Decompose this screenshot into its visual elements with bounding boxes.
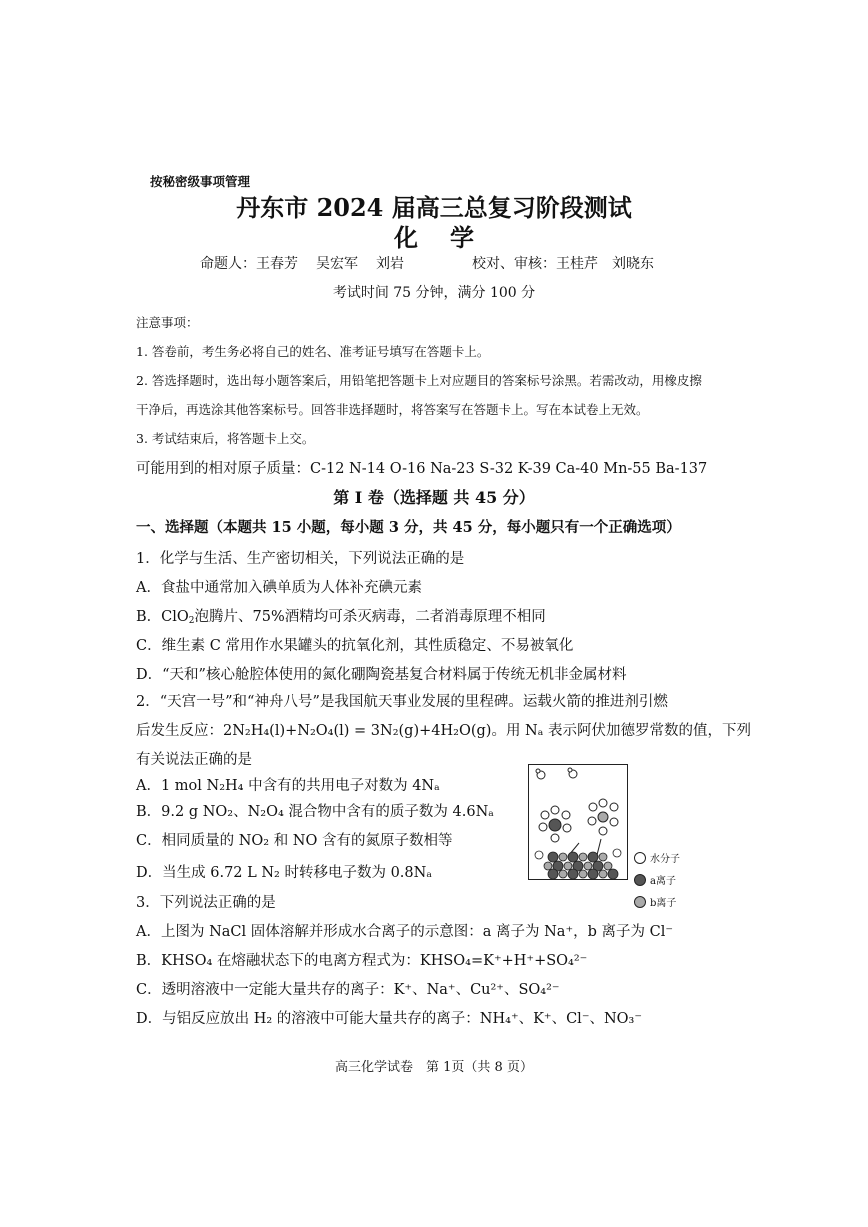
legend-water-label: 水分子: [650, 854, 680, 865]
option-d: D．当生成 6.72 L N₂ 时转移电子数为 0.8Nₐ: [136, 865, 432, 881]
option-a: A．上图为 NaCl 固体溶解并形成水合离子的示意图：a 离子为 Na⁺，b 离子为 Cl⁻: [136, 924, 673, 940]
question-stem: 3．下列说法正确的是: [136, 895, 276, 911]
section-title: 第 Ⅰ 卷（选择题 共 45 分）: [333, 488, 535, 507]
option-a: A．1 mol N₂H₄ 中含有的共用电子对数为 4Nₐ: [136, 778, 440, 794]
option-d: D．“天和”核心舱腔体使用的氮化硼陶瓷基复合材料属于传统无机非金属材料: [136, 667, 627, 683]
author-name: 刘岩: [376, 256, 404, 272]
option-b: B．KHSO₄ 在熔融状态下的电离方程式为：KHSO₄=K⁺+H⁺+SO₄²⁻: [136, 953, 588, 969]
hydration-diagram: [528, 764, 628, 880]
checkers-line: [472, 253, 668, 273]
option-b: [136, 605, 546, 626]
checkers-label: 校对、审核：: [472, 256, 556, 272]
legend-b-label: b离子: [650, 898, 677, 909]
notes-heading: 注意事项：: [136, 315, 199, 330]
water-molecule-icon: [634, 852, 646, 864]
exam-info: 考试时间 75 分钟，满分 100 分: [332, 285, 536, 301]
option-b: B．9.2 g NO₂、N₂O₄ 混合物中含有的质子数为 4.6Nₐ: [136, 804, 494, 820]
secrecy-label: 按秘密级事项管理: [150, 174, 251, 189]
subscript: 2: [188, 616, 195, 626]
exam-title: 丹东市 2024 届高三总复习阶段测试: [236, 193, 632, 222]
legend-water: [634, 850, 680, 865]
option-d: D．与铝反应放出 H₂ 的溶液中可能大量共存的离子：NH₄⁺、K⁺、Cl⁻、NO₃⁻: [136, 1011, 643, 1027]
author-name: 吴宏军: [316, 256, 358, 272]
checker-name: 刘晓东: [612, 256, 654, 272]
question-stem: 后发生反应：2N₂H₄(l)+N₂O₄(l) = 3N₂(g)+4H₂O(g)。用 Nₐ 表示阿伏加德罗常数的值，下列: [136, 723, 751, 739]
hydration-diagram-svg: [529, 765, 627, 879]
question-stem: 1．化学与生活、生产密切相关，下列说法正确的是: [136, 551, 465, 567]
legend-a: [634, 872, 676, 887]
authors-line: [200, 253, 422, 273]
authors-label: 命题人：: [200, 256, 256, 272]
note-item: 3. 考试结束后，将答题卡上交。: [136, 431, 315, 446]
legend-b: [634, 894, 676, 909]
a-ion-icon: [634, 874, 646, 886]
page-footer: 高三化学试卷 第 1页（共 8 页）: [335, 1060, 533, 1075]
checker-name: 王桂芹: [556, 256, 598, 272]
option-b-post: 泡腾片、75%酒精均可杀灭病毒，二者消毒原理不相同: [194, 609, 546, 625]
note-item: 1. 答卷前，考生务必将自己的姓名、准考证号填写在答题卡上。: [136, 344, 490, 359]
option-c: C．维生素 C 常用作水果罐头的抗氧化剂，其性质稳定、不易被氧化: [136, 638, 574, 654]
author-name: 王春芳: [256, 256, 298, 272]
note-item: 2. 答选择题时，选出每小题答案后，用铅笔把答题卡上对应题目的答案标号涂黑。若需改动，用橡皮擦: [136, 373, 702, 388]
b-ion-icon: [634, 896, 646, 908]
exam-subject: 化学: [394, 223, 506, 252]
option-c: C．相同质量的 NO₂ 和 NO 含有的氮原子数相等: [136, 833, 453, 849]
question-stem: 2．“天宫一号”和“神舟八号”是我国航天事业发展的里程碑。运载火箭的推进剂引燃: [136, 694, 668, 710]
question-stem: 有关说法正确的是: [136, 752, 252, 768]
legend-a-label: a离子: [650, 876, 676, 887]
note-item: 干净后，再选涂其他答案标号。回答非选择题时，将答案写在答题卡上。写在本试卷上无效。: [136, 402, 649, 417]
option-c: C．透明溶液中一定能大量共存的离子：K⁺、Na⁺、Cu²⁺、SO₄²⁻: [136, 982, 560, 998]
atomic-masses: 可能用到的相对原子质量：C-12 N-14 O-16 Na-23 S-32 K-39 Ca-40 Mn-55 Ba-137: [136, 461, 708, 477]
part-title: 一、选择题（本题共 15 小题，每小题 3 分，共 45 分，每小题只有一个正确选项）: [136, 519, 681, 536]
option-b-pre: B．ClO: [136, 609, 189, 625]
option-a: A．食盐中通常加入碘单质为人体补充碘元素: [136, 580, 422, 596]
